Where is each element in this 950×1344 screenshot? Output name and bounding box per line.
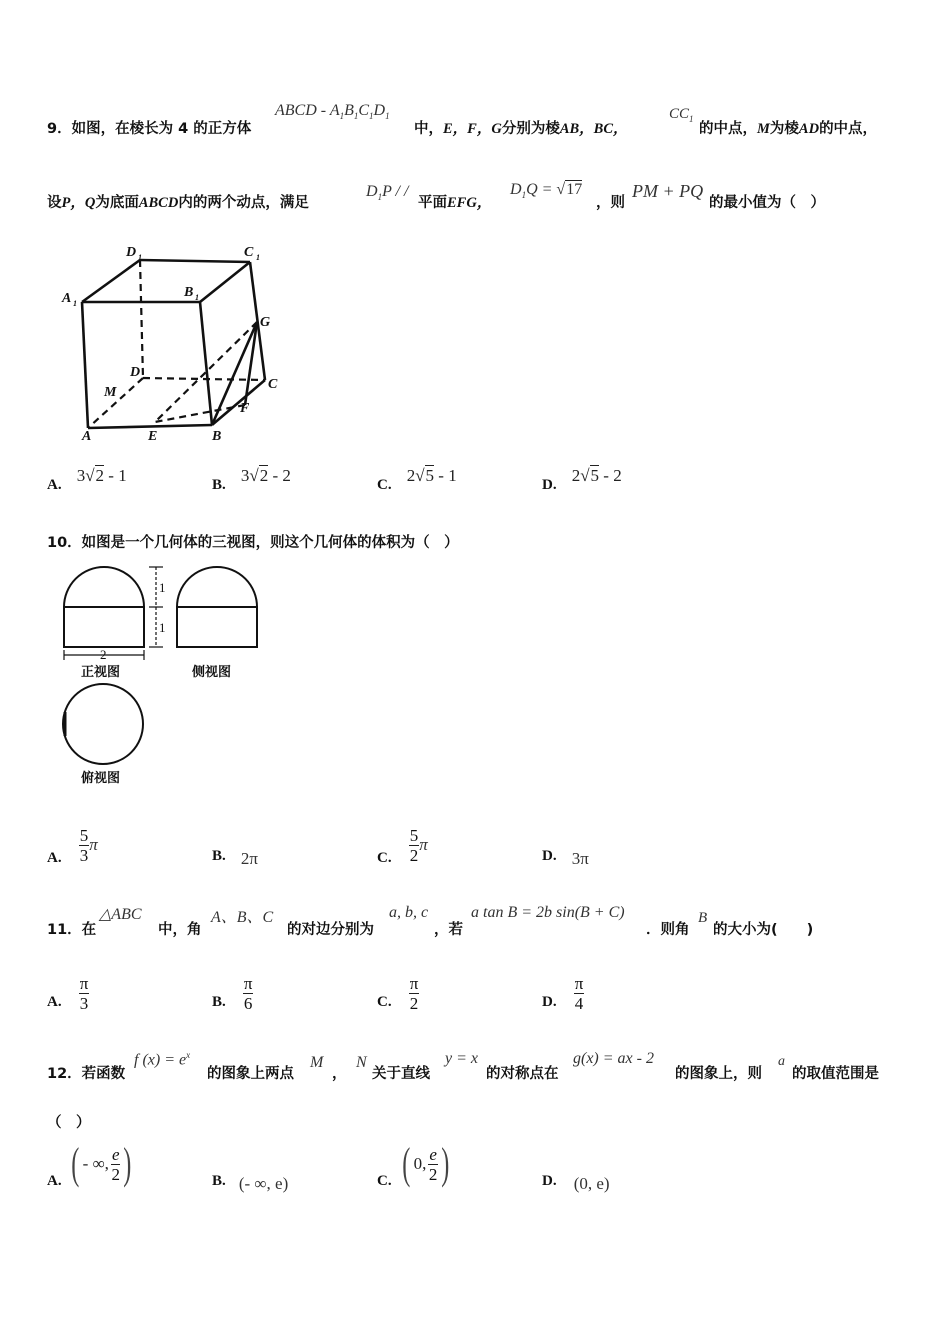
q9-option-c[interactable] bbox=[377, 466, 457, 494]
dim-1-bottom: 1 bbox=[159, 620, 166, 635]
q10-option-d[interactable] bbox=[542, 845, 589, 868]
left-paren: ( bbox=[71, 1139, 80, 1188]
radicand: 5 bbox=[425, 466, 435, 485]
q9-line1-c bbox=[699, 117, 877, 138]
q12-a: a bbox=[778, 1054, 785, 1069]
option-label: B. bbox=[212, 477, 226, 493]
q9-ad: AD bbox=[798, 121, 820, 137]
q12-option-a-expr bbox=[68, 1139, 135, 1188]
d: D bbox=[366, 183, 378, 200]
q12-t5: 的取值范围是 bbox=[792, 1066, 879, 1082]
q11-start: 11．在 bbox=[47, 922, 97, 938]
side-box bbox=[177, 607, 257, 647]
q11-b: B bbox=[698, 910, 708, 926]
front-box bbox=[64, 607, 144, 647]
coef: 2 bbox=[406, 466, 416, 485]
q9-efg2: EFG， bbox=[447, 195, 492, 211]
q9-abcd: ABCD bbox=[138, 195, 179, 211]
option-expr bbox=[79, 826, 98, 865]
right-paren: ) bbox=[123, 1139, 132, 1188]
d1q-rest: Q = bbox=[526, 181, 553, 198]
q11-t1: 中，角 bbox=[158, 922, 202, 938]
option-label: C. bbox=[377, 1173, 392, 1189]
label-m: M bbox=[104, 385, 117, 400]
q11-equation: a tan B = 2b sin(B + C) bbox=[471, 904, 625, 921]
numerator: e bbox=[111, 1144, 120, 1164]
option-label: A. bbox=[47, 1173, 62, 1189]
q10-option-b[interactable] bbox=[212, 845, 258, 868]
pi: π bbox=[89, 835, 98, 854]
rest: - 1 bbox=[434, 466, 457, 485]
q11-abc: A、B、C bbox=[211, 909, 274, 926]
option-expr: 2√5 - 1 bbox=[406, 466, 457, 485]
front-dome bbox=[64, 567, 144, 607]
label-g: G bbox=[260, 315, 271, 330]
option-label: B. bbox=[212, 994, 226, 1010]
option-expr: (- ∞, e) bbox=[238, 1174, 289, 1193]
q11-option-d[interactable] bbox=[542, 974, 584, 1021]
sub: 1 bbox=[73, 299, 77, 308]
cube-base: ABCD - A bbox=[275, 102, 340, 119]
sub: 1 bbox=[385, 111, 390, 121]
sub: 1 bbox=[521, 190, 527, 200]
option-label: A. bbox=[47, 994, 62, 1010]
numerator: 5 bbox=[409, 826, 419, 845]
label-b: B bbox=[212, 429, 222, 444]
option-expr: 2√5 - 2 bbox=[571, 466, 622, 485]
option-label: B. bbox=[212, 848, 226, 864]
sub: 1 bbox=[353, 111, 359, 121]
option-label: D. bbox=[542, 1173, 557, 1189]
sub: 1 bbox=[689, 114, 694, 124]
sub: 1 bbox=[138, 253, 142, 262]
q12-start: 12．若函数 bbox=[47, 1066, 126, 1082]
q10-option-a[interactable] bbox=[47, 826, 98, 877]
dim-1-top: 1 bbox=[159, 580, 166, 595]
q10-option-c[interactable] bbox=[377, 826, 428, 877]
q9-cc1 bbox=[669, 106, 694, 124]
rest: - 1 bbox=[104, 466, 127, 485]
left-paren: ( bbox=[402, 1139, 411, 1188]
q9-text: 内的两个动点，满足 bbox=[178, 195, 309, 211]
three-view-figure bbox=[55, 560, 275, 795]
radicand: 5 bbox=[590, 466, 600, 485]
numerator: π bbox=[243, 974, 253, 993]
denominator: 4 bbox=[574, 994, 584, 1013]
denominator: 2 bbox=[409, 846, 419, 865]
option-expr bbox=[409, 974, 420, 1013]
cube-edges bbox=[82, 260, 265, 428]
q12-t1: 的图象上两点 bbox=[207, 1066, 294, 1082]
radicand: 2 bbox=[95, 466, 105, 485]
option-expr bbox=[409, 826, 428, 865]
option-label: C. bbox=[377, 850, 392, 866]
sqrt17: 17 bbox=[566, 181, 583, 198]
q9-text: 为底面 bbox=[95, 195, 139, 211]
q12-m: M bbox=[310, 1054, 324, 1071]
q9-text: 的中点， bbox=[699, 121, 757, 137]
q11-triangle: △ABC bbox=[99, 906, 142, 923]
q11-t5: 的大小为( ) bbox=[713, 922, 814, 938]
q9-tail: 的最小值为（ ） bbox=[709, 195, 825, 211]
cc1: CC bbox=[669, 106, 690, 122]
q9-line2 bbox=[47, 191, 309, 212]
q11-option-c[interactable] bbox=[377, 974, 419, 1021]
sub: 1 bbox=[369, 111, 374, 121]
q9-d1p bbox=[366, 183, 408, 202]
q9-d1q: $D_1Q = √17$ bbox=[510, 181, 583, 200]
q9-text: ，则 bbox=[596, 195, 625, 211]
q12-option-c[interactable] bbox=[377, 1170, 392, 1190]
label-a1: A bbox=[62, 291, 72, 306]
q9-efg: E，F，G bbox=[443, 121, 502, 137]
denominator: 3 bbox=[79, 994, 89, 1013]
q12-option-b[interactable] bbox=[212, 1170, 289, 1193]
q9-pq: P，Q bbox=[61, 195, 96, 211]
option-expr: 3π bbox=[571, 849, 589, 868]
option-expr bbox=[574, 974, 585, 1013]
dim-2: 2 bbox=[100, 647, 107, 662]
label-a: A bbox=[82, 429, 92, 444]
q11-option-b[interactable] bbox=[212, 974, 253, 1021]
right-paren: ) bbox=[441, 1139, 450, 1188]
label-f: F bbox=[240, 401, 250, 416]
cube-figure bbox=[60, 240, 290, 445]
cube-c1: C bbox=[358, 102, 370, 119]
denominator: 2 bbox=[428, 1164, 438, 1184]
q9-option-b[interactable] bbox=[212, 466, 291, 494]
q9-cube-name bbox=[275, 102, 390, 121]
q9-text: 分别为棱 bbox=[501, 121, 560, 137]
denominator: 2 bbox=[111, 1164, 120, 1184]
q9-ab-bc: AB，BC， bbox=[559, 121, 628, 137]
coef: 2 bbox=[571, 466, 581, 485]
q11-t3: ，若 bbox=[434, 922, 463, 938]
label-c: C bbox=[268, 377, 278, 392]
q9-text: 的中点， bbox=[819, 121, 878, 137]
option-label: C. bbox=[377, 994, 392, 1010]
numerator: π bbox=[79, 974, 89, 993]
label-d: D bbox=[130, 365, 141, 380]
numerator: π bbox=[409, 974, 419, 993]
option-label: D. bbox=[542, 477, 557, 493]
q9-text: 如图，在棱长为 4 的正方体 bbox=[71, 121, 252, 137]
option-expr bbox=[79, 974, 90, 1013]
option-label: D. bbox=[542, 848, 557, 864]
option-expr: 3√2 - 1 bbox=[76, 466, 127, 485]
side-view-label: 侧视图 bbox=[192, 665, 232, 680]
fx-sup: x bbox=[186, 1050, 191, 1060]
q12-yx: y = x bbox=[445, 1050, 478, 1067]
option-label: A. bbox=[47, 477, 62, 493]
sub: 1 bbox=[339, 111, 345, 121]
option-expr: (0, e) bbox=[573, 1174, 610, 1193]
coef: 3 bbox=[76, 466, 86, 485]
q9-text: 为棱 bbox=[769, 121, 799, 137]
q9-m: M bbox=[757, 121, 770, 137]
q11-t4: ．则角 bbox=[646, 922, 690, 938]
option-label: D. bbox=[542, 994, 557, 1010]
q9-line1-b bbox=[414, 117, 628, 138]
top-circle bbox=[63, 684, 143, 764]
q11-abc-low: a, b, c bbox=[389, 904, 429, 921]
q9-text: 平面 bbox=[418, 195, 447, 211]
q9-text: 中， bbox=[414, 121, 443, 137]
denominator: 6 bbox=[243, 994, 253, 1013]
q12-comma: ， bbox=[332, 1066, 347, 1082]
q12-option-c-expr bbox=[399, 1139, 453, 1188]
q9-line1 bbox=[47, 117, 251, 138]
q12-t4: 的图象上，则 bbox=[675, 1066, 762, 1082]
radicand: 2 bbox=[259, 466, 269, 485]
q12-gx: g(x) = ax - 2 bbox=[573, 1050, 654, 1067]
cube-d1: D bbox=[373, 102, 386, 119]
q12-fx bbox=[134, 1050, 190, 1069]
q11-option-a[interactable] bbox=[47, 974, 89, 1021]
sub: 1 bbox=[377, 192, 383, 202]
numerator: e bbox=[429, 1144, 437, 1164]
option-expr bbox=[243, 974, 254, 1013]
pi: π bbox=[419, 835, 428, 854]
label-b1: B bbox=[184, 285, 194, 300]
q12-option-d[interactable] bbox=[542, 1170, 610, 1193]
interval-left: - ∞, bbox=[82, 1154, 109, 1173]
q12-option-a[interactable] bbox=[47, 1170, 62, 1190]
label-e: E bbox=[148, 429, 158, 444]
fx: f (x) = e bbox=[134, 1051, 187, 1069]
numerator: 5 bbox=[79, 826, 89, 845]
option-label: A. bbox=[47, 850, 62, 866]
option-expr: 2π bbox=[240, 849, 258, 868]
denominator: 3 bbox=[79, 846, 89, 865]
cube-b1: B bbox=[344, 102, 354, 119]
sub: 1 bbox=[195, 293, 199, 302]
d1p-rest: P / / bbox=[382, 183, 409, 200]
denominator: 2 bbox=[409, 994, 419, 1013]
q12-t3: 的对称点在 bbox=[486, 1066, 559, 1082]
q12-paren: （ ） bbox=[47, 1115, 91, 1131]
side-dome bbox=[177, 567, 257, 607]
q9-line2-b bbox=[418, 191, 491, 212]
q9-then bbox=[596, 191, 625, 212]
numerator: π bbox=[574, 974, 584, 993]
q9-option-a[interactable] bbox=[47, 466, 127, 494]
q12-t2: 关于直线 bbox=[372, 1066, 430, 1082]
question-number: 9． bbox=[47, 121, 72, 137]
sub: 1 bbox=[256, 253, 260, 262]
q9-text: 设 bbox=[47, 195, 62, 211]
rest: - 2 bbox=[268, 466, 291, 485]
d: D bbox=[510, 181, 522, 198]
coef: 3 bbox=[240, 466, 250, 485]
label-d1: D bbox=[126, 245, 137, 260]
front-view-label: 正视图 bbox=[81, 665, 121, 680]
q9-pmpq: PM + PQ bbox=[632, 181, 704, 201]
rest: - 2 bbox=[599, 466, 622, 485]
q10-text: 10．如图是一个几何体的三视图，则这个几何体的体积为（ ） bbox=[47, 535, 459, 551]
option-expr: 3√2 - 2 bbox=[240, 466, 291, 485]
interval-left: 0, bbox=[413, 1154, 427, 1173]
q11-t2: 的对边分别为 bbox=[287, 922, 374, 938]
label-c1: C bbox=[244, 245, 254, 260]
option-label: C. bbox=[377, 477, 392, 493]
option-label: B. bbox=[212, 1173, 226, 1189]
top-view-label: 俯视图 bbox=[81, 771, 121, 786]
q12-n: N bbox=[356, 1054, 367, 1071]
q9-option-d[interactable] bbox=[542, 466, 622, 494]
